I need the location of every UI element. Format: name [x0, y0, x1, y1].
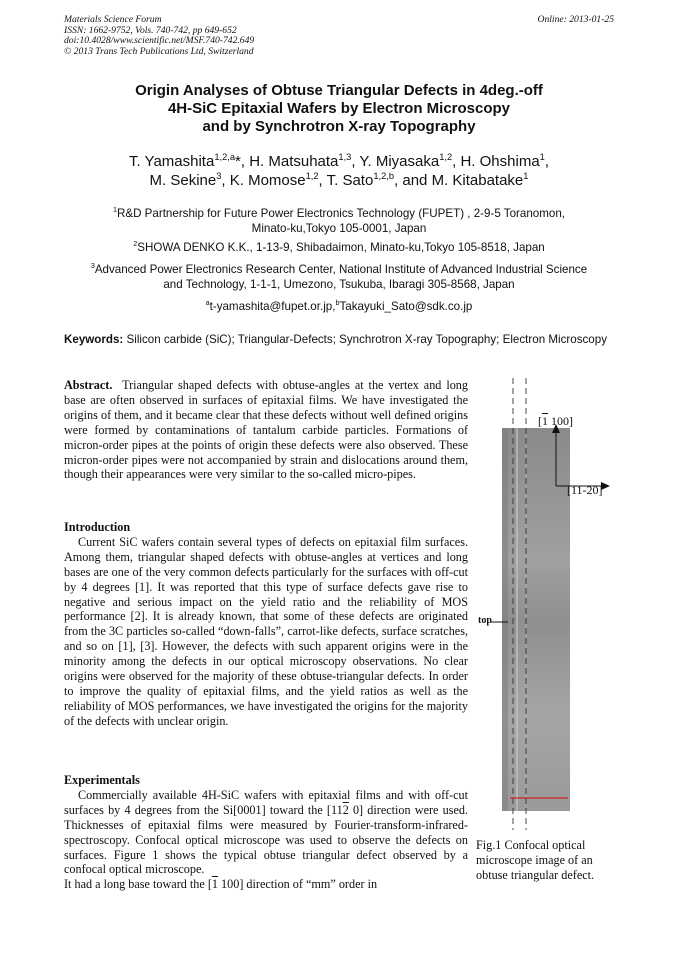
affiliation-2: $^2$SHOWA DENKO K.K., 1-13-9, Shibadaimon, Minato-ku,Tokyo 105-8518, Japan [133, 239, 545, 254]
paper-title: Origin Analyses of Obtuse Triangular Defects in 4deg.-off 4H-SiC Epitaxial Wafers by Electron Microscopy and by Synchrotron X-ray Topography [135, 82, 543, 135]
experimentals [64, 773, 468, 892]
email-link[interactable]: t-yamashita@fupet.or.jp, [209, 300, 336, 313]
online-date: Online: 2013-01-25 [537, 14, 614, 25]
author: H. Ohshima [460, 153, 540, 170]
email-line: $^a$t-yamashita@fupet.or.jp,$^b$Takayuki_Sato@sdk.co.jp [205, 298, 473, 313]
running-header [64, 15, 254, 57]
keywords-text: Silicon carbide (SiC); Triangular-Defects; Synchrotron X-ray Topography; Electron Microscopy [126, 333, 607, 346]
author: T. Sato [326, 172, 374, 189]
introduction [64, 520, 468, 729]
affiliation-3: $^3$Advanced Power Electronics Research Center, National Institute of Advanced Industrial Science and Technology, 1-1-1, Umezono, Tsukuba, Ibaragi 305-8568, Japan [90, 261, 588, 291]
abstract-text: Triangular shaped defects with obtuse-angles at the vertex and long base are often observed in surfaces of epitaxial films. We have investigated the origins of them, and it became clear that these defects without well defined origins were formed by contaminations of tantalum carbide particles. Formations of micron-order pipes at the points of origin these defects were also observed. These micron-order pipes were not accompanied by strain and dislocations around them, though their appearances were very similar to the so-called micro-pipes. [64, 378, 468, 482]
top-label: top [478, 615, 492, 626]
issn: ISSN: 1662-9752, Vols. 740-742, pp 649-652 [64, 24, 237, 36]
section-heading: Experimentals [64, 773, 140, 787]
keywords-label: Keywords: [64, 333, 124, 346]
affiliation-1: $^1$R&D Partnership for Future Power Electronics Technology (FUPET) , 2-9-5 Toranomon, Minato-ku,Tokyo 105-0001, Japan [112, 205, 566, 235]
direction-label-11-20: [11-20] [567, 483, 603, 497]
introduction-text: Current SiC wafers contain several types of defects on epitaxial film surfaces. Among them, triangular shaped defects with obtuse-angles at vertices and long bases are one of the very common defects particularly for the surfaces with off-cut by 4 degrees [1]. It was reported that this type of surface defects gave rise to negative and serious impact on the yield ratio and the reliability of MOS performance [2]. It is already known, that some of these defects are originated from the 3C particles so-called “down-falls”, carrot-like defects, surface scratches, and so on [1], [3]. However, the defects with such apparent origins were in the minority among the defects in our optical microscopy observations. No clear origins were observed for the majority of these obtuse-triangular defects. In order to improve the quality of epitaxial films, and the yield ratios as well as the reliability of MOS performances, we have investigated the origins for the majority of the defects with unclear origin. [64, 534, 468, 728]
author: M. Kitabatake [431, 172, 524, 189]
copyright: © 2013 Trans Tech Publications Ltd, Switzerland [64, 45, 254, 57]
abstract-label: Abstract. [64, 378, 113, 392]
author: Y. Miyasaka [359, 153, 440, 170]
keywords [64, 333, 614, 348]
experimentals-last-line: It had a long base toward the [1 100] direction of “mm” order in [64, 877, 378, 892]
author: K. Momose [229, 172, 306, 189]
section-heading: Introduction [64, 520, 131, 534]
doi: doi:10.4028/www.scientific.net/MSF.740-742.649 [64, 35, 255, 47]
micrograph-image [502, 428, 570, 811]
direction-label-1100: [1 100] [538, 414, 573, 428]
author: H. Matsuhata [249, 153, 339, 170]
author: T. Yamashita [128, 153, 215, 170]
experimentals-text: Commercially available 4H-SiC wafers with epitaxial films and with off-cut surfaces by 4 degrees from the Si[0001] toward the [112 0] direction were used. Thicknesses of epitaxial films were measured by Fourier-transform-infrared-spectroscopy. Confocal optical microscope was used to observe the defects on surfaces. Figure 1 shows the typical obtuse triangular defect observed by a confocal optical microscope. [64, 787, 468, 877]
author: M. Sekine [149, 172, 217, 189]
micrograph-figure [486, 378, 616, 838]
email-link[interactable]: Takayuki_Sato@sdk.co.jp [339, 300, 473, 313]
journal-name: Materials Science Forum [64, 14, 162, 25]
author-list: T. Yamashita$^{1,2,a}$*, H. Matsuhata$^{1,3}$, Y. Miyasaka$^{1,2}$, H. Ohshima$^1$, M. Sekine$^3$, K. Momose$^{1,2}$, T. Sato$^{1,2,b}$, and M. Kitabatake$^1$ [128, 152, 550, 189]
abstract [64, 378, 468, 482]
figure-caption: Fig.1 Confocal optical microscope image of an obtuse triangular defect. [476, 838, 595, 882]
